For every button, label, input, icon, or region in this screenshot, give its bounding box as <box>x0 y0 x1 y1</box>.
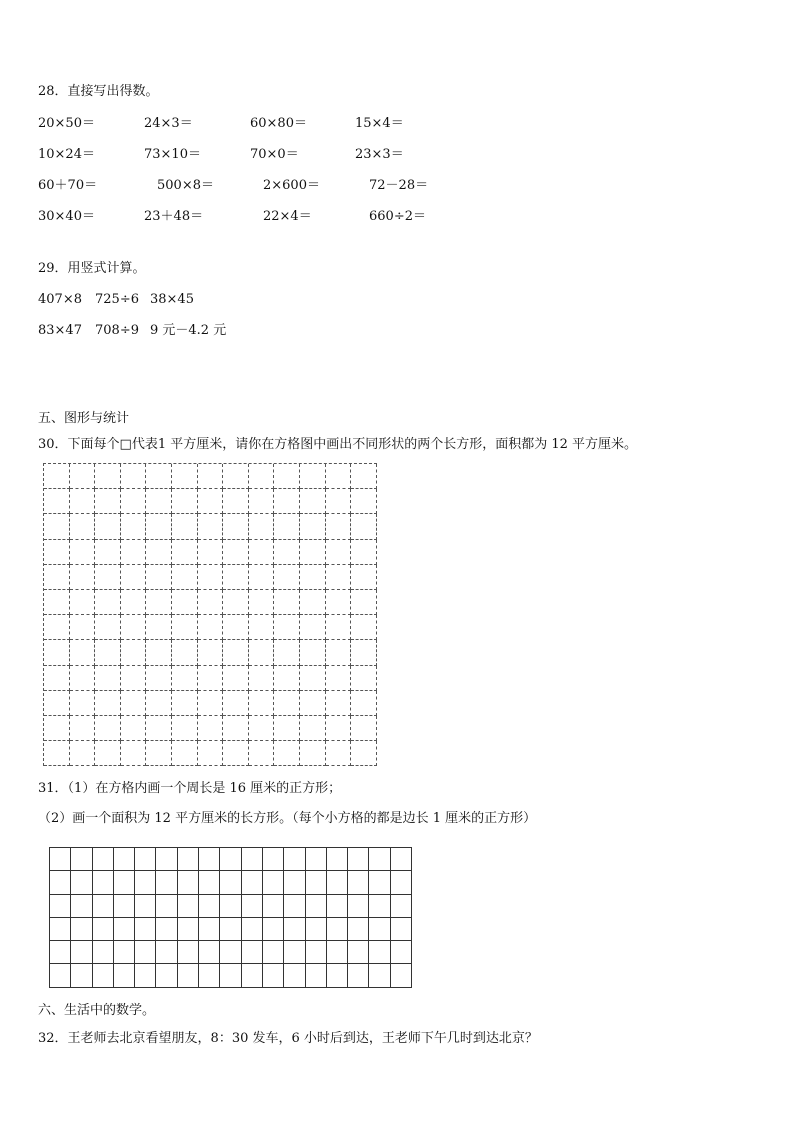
grid-cell[interactable] <box>70 540 96 565</box>
grid-cell[interactable] <box>249 666 275 691</box>
q28-r1-c4: 15×4＝ <box>355 116 404 131</box>
grid-cell[interactable] <box>172 489 198 514</box>
grid-cell[interactable] <box>223 615 249 640</box>
grid-cell[interactable] <box>70 716 96 741</box>
grid-cell[interactable] <box>50 895 71 918</box>
grid-cell[interactable] <box>198 716 224 741</box>
grid-cell[interactable] <box>326 640 352 665</box>
grid-cell[interactable] <box>326 540 352 565</box>
section-6-title: 六、生活中的数学。 <box>38 1003 156 1018</box>
grid-cell[interactable] <box>93 964 114 987</box>
grid-cell[interactable] <box>121 666 147 691</box>
grid-cell[interactable] <box>114 848 135 871</box>
grid-cell[interactable] <box>263 895 284 918</box>
grid-cell[interactable] <box>172 565 198 590</box>
grid-cell[interactable] <box>351 691 377 716</box>
grid-cell[interactable] <box>121 741 147 766</box>
grid-cell[interactable] <box>223 666 249 691</box>
grid-cell[interactable] <box>44 590 70 615</box>
grid-cell[interactable] <box>44 565 70 590</box>
grid-cell[interactable] <box>198 741 224 766</box>
grid-cell[interactable] <box>50 964 71 987</box>
grid-cell[interactable] <box>348 848 369 871</box>
grid-cell[interactable] <box>198 489 224 514</box>
grid-cell[interactable] <box>274 716 300 741</box>
grid-cell[interactable] <box>351 540 377 565</box>
grid-cell[interactable] <box>95 666 121 691</box>
grid-cell[interactable] <box>70 514 96 539</box>
grid-cell[interactable] <box>242 848 263 871</box>
grid-cell[interactable] <box>121 464 147 489</box>
grid-cell[interactable] <box>135 871 156 894</box>
grid-cell[interactable] <box>44 666 70 691</box>
q29-r1-c2: 725÷6 <box>95 292 139 307</box>
grid-cell[interactable] <box>326 615 352 640</box>
q30-title: 30．下面每个□代表1 平方厘米，请你在方格图中画出不同形状的两个长方形，面积都为 12 平方厘米。 <box>38 437 638 452</box>
grid-cell[interactable] <box>70 691 96 716</box>
grid-cell[interactable] <box>95 489 121 514</box>
grid-cell[interactable] <box>348 941 369 964</box>
grid-cell[interactable] <box>95 590 121 615</box>
grid-cell[interactable] <box>95 741 121 766</box>
grid-cell[interactable] <box>156 895 177 918</box>
grid-cell[interactable] <box>178 848 199 871</box>
grid-cell[interactable] <box>223 565 249 590</box>
grid-cell[interactable] <box>223 590 249 615</box>
grid-cell[interactable] <box>93 895 114 918</box>
q28-r3-c3: 2×600＝ <box>263 178 320 193</box>
grid-cell[interactable] <box>71 964 92 987</box>
q28-title: 28．直接写出得数。 <box>38 84 159 99</box>
grid-cell[interactable] <box>146 691 172 716</box>
grid-cell[interactable] <box>93 848 114 871</box>
grid-cell[interactable] <box>351 615 377 640</box>
grid-cell[interactable] <box>44 489 70 514</box>
q28-r3-c1: 60＋70＝ <box>38 178 98 193</box>
grid-cell[interactable] <box>369 895 390 918</box>
grid-cell[interactable] <box>121 565 147 590</box>
grid-cell[interactable] <box>44 716 70 741</box>
grid-cell[interactable] <box>223 640 249 665</box>
grid-cell[interactable] <box>327 941 348 964</box>
q28-r1-c1: 20×50＝ <box>38 116 95 131</box>
grid-cell[interactable] <box>70 615 96 640</box>
grid-cell[interactable] <box>199 941 220 964</box>
grid-cell[interactable] <box>95 540 121 565</box>
grid-cell[interactable] <box>44 514 70 539</box>
grid-cell[interactable] <box>274 464 300 489</box>
grid-cell[interactable] <box>351 565 377 590</box>
grid-cell[interactable] <box>220 941 241 964</box>
grid-cell[interactable] <box>391 964 412 987</box>
grid-cell[interactable] <box>351 464 377 489</box>
grid-cell[interactable] <box>327 848 348 871</box>
grid-cell[interactable] <box>44 615 70 640</box>
grid-cell[interactable] <box>249 565 275 590</box>
grid-cell[interactable] <box>146 716 172 741</box>
grid-cell[interactable] <box>326 489 352 514</box>
grid-cell[interactable] <box>71 871 92 894</box>
grid-cell[interactable] <box>121 540 147 565</box>
grid-cell[interactable] <box>249 741 275 766</box>
grid-cell[interactable] <box>263 964 284 987</box>
grid-cell[interactable] <box>146 540 172 565</box>
grid-cell[interactable] <box>351 716 377 741</box>
grid-cell[interactable] <box>242 895 263 918</box>
grid-cell[interactable] <box>274 741 300 766</box>
grid-cell[interactable] <box>198 590 224 615</box>
grid-cell[interactable] <box>178 941 199 964</box>
grid-cell[interactable] <box>263 918 284 941</box>
grid-cell[interactable] <box>220 871 241 894</box>
grid-cell[interactable] <box>121 640 147 665</box>
grid-cell[interactable] <box>95 615 121 640</box>
grid-cell[interactable] <box>93 918 114 941</box>
grid-cell[interactable] <box>284 964 305 987</box>
grid-cell[interactable] <box>70 590 96 615</box>
q28-r2-c4: 23×3＝ <box>355 147 404 162</box>
grid-cell[interactable] <box>300 666 326 691</box>
grid-cell[interactable] <box>249 590 275 615</box>
grid-cell[interactable] <box>199 964 220 987</box>
q28-r1-c3: 60×80＝ <box>250 116 307 131</box>
grid-cell[interactable] <box>44 741 70 766</box>
grid-cell[interactable] <box>156 871 177 894</box>
q30-dashed-grid[interactable] <box>43 463 377 766</box>
grid-cell[interactable] <box>199 918 220 941</box>
grid-cell[interactable] <box>274 514 300 539</box>
grid-cell[interactable] <box>274 565 300 590</box>
grid-cell[interactable] <box>249 716 275 741</box>
q29-title: 29．用竖式计算。 <box>38 261 146 276</box>
grid-cell[interactable] <box>326 666 352 691</box>
grid-cell[interactable] <box>178 895 199 918</box>
q29-r1-c3: 38×45 <box>150 292 194 307</box>
q28-r1-c2: 24×3＝ <box>144 116 193 131</box>
q28-r4-c2: 23＋48＝ <box>144 209 204 224</box>
grid-cell[interactable] <box>326 691 352 716</box>
grid-cell[interactable] <box>121 514 147 539</box>
grid-cell[interactable] <box>198 464 224 489</box>
grid-cell[interactable] <box>198 691 224 716</box>
grid-cell[interactable] <box>50 941 71 964</box>
grid-cell[interactable] <box>172 615 198 640</box>
grid-cell[interactable] <box>44 640 70 665</box>
grid-cell[interactable] <box>198 666 224 691</box>
grid-cell[interactable] <box>95 565 121 590</box>
q32-title: 32．王老师去北京看望朋友，8：30 发车，6 小时后到达，王老师下午几时到达北京？ <box>38 1031 538 1046</box>
q29-r2-c2: 708÷9 <box>95 323 139 338</box>
grid-cell[interactable] <box>114 895 135 918</box>
grid-cell[interactable] <box>172 691 198 716</box>
grid-cell[interactable] <box>172 514 198 539</box>
grid-cell[interactable] <box>249 464 275 489</box>
grid-cell[interactable] <box>327 918 348 941</box>
grid-cell[interactable] <box>274 540 300 565</box>
grid-cell[interactable] <box>348 964 369 987</box>
grid-cell[interactable] <box>95 514 121 539</box>
q28-r3-c4: 72－28＝ <box>369 178 429 193</box>
grid-cell[interactable] <box>274 691 300 716</box>
grid-cell[interactable] <box>284 848 305 871</box>
grid-cell[interactable] <box>135 895 156 918</box>
grid-cell[interactable] <box>199 848 220 871</box>
grid-cell[interactable] <box>220 918 241 941</box>
grid-cell[interactable] <box>121 691 147 716</box>
grid-cell[interactable] <box>223 489 249 514</box>
grid-cell[interactable] <box>114 964 135 987</box>
grid-cell[interactable] <box>306 918 327 941</box>
grid-cell[interactable] <box>306 941 327 964</box>
q28-r3-c2: 500×8＝ <box>157 178 214 193</box>
grid-cell[interactable] <box>223 741 249 766</box>
grid-cell[interactable] <box>249 540 275 565</box>
grid-cell[interactable] <box>242 918 263 941</box>
grid-cell[interactable] <box>146 615 172 640</box>
grid-cell[interactable] <box>71 918 92 941</box>
grid-cell[interactable] <box>146 640 172 665</box>
grid-cell[interactable] <box>44 691 70 716</box>
grid-cell[interactable] <box>300 489 326 514</box>
q31-line1: 31．（1）在方格内画一个周长是 16 厘米的正方形； <box>38 781 342 796</box>
grid-cell[interactable] <box>50 871 71 894</box>
q31-solid-grid[interactable] <box>49 847 412 988</box>
grid-cell[interactable] <box>263 941 284 964</box>
grid-cell[interactable] <box>300 640 326 665</box>
grid-cell[interactable] <box>93 941 114 964</box>
grid-cell[interactable] <box>327 895 348 918</box>
grid-cell[interactable] <box>114 871 135 894</box>
grid-cell[interactable] <box>300 590 326 615</box>
grid-cell[interactable] <box>242 964 263 987</box>
grid-cell[interactable] <box>351 640 377 665</box>
grid-cell[interactable] <box>391 871 412 894</box>
grid-cell[interactable] <box>156 918 177 941</box>
grid-cell[interactable] <box>70 565 96 590</box>
grid-cell[interactable] <box>172 640 198 665</box>
grid-cell[interactable] <box>284 918 305 941</box>
grid-cell[interactable] <box>284 941 305 964</box>
grid-cell[interactable] <box>306 871 327 894</box>
grid-cell[interactable] <box>300 741 326 766</box>
grid-cell[interactable] <box>326 590 352 615</box>
grid-cell[interactable] <box>369 848 390 871</box>
grid-cell[interactable] <box>156 941 177 964</box>
grid-cell[interactable] <box>300 464 326 489</box>
grid-cell[interactable] <box>300 691 326 716</box>
grid-cell[interactable] <box>135 918 156 941</box>
grid-cell[interactable] <box>220 848 241 871</box>
grid-cell[interactable] <box>114 918 135 941</box>
grid-cell[interactable] <box>95 464 121 489</box>
grid-cell[interactable] <box>198 565 224 590</box>
grid-cell[interactable] <box>249 640 275 665</box>
grid-cell[interactable] <box>391 895 412 918</box>
grid-cell[interactable] <box>198 540 224 565</box>
grid-cell[interactable] <box>249 489 275 514</box>
grid-cell[interactable] <box>263 871 284 894</box>
grid-cell[interactable] <box>348 918 369 941</box>
grid-cell[interactable] <box>351 666 377 691</box>
grid-cell[interactable] <box>172 716 198 741</box>
grid-cell[interactable] <box>274 666 300 691</box>
grid-cell[interactable] <box>198 514 224 539</box>
grid-cell[interactable] <box>284 871 305 894</box>
grid-cell[interactable] <box>70 640 96 665</box>
grid-cell[interactable] <box>369 918 390 941</box>
grid-cell[interactable] <box>242 941 263 964</box>
grid-cell[interactable] <box>178 918 199 941</box>
grid-cell[interactable] <box>300 716 326 741</box>
grid-cell[interactable] <box>369 871 390 894</box>
grid-cell[interactable] <box>172 590 198 615</box>
grid-cell[interactable] <box>351 590 377 615</box>
grid-cell[interactable] <box>44 464 70 489</box>
grid-cell[interactable] <box>146 666 172 691</box>
grid-cell[interactable] <box>274 640 300 665</box>
grid-cell[interactable] <box>391 848 412 871</box>
grid-cell[interactable] <box>121 489 147 514</box>
grid-cell[interactable] <box>274 489 300 514</box>
q31-line2: （2）画一个面积为 12 平方厘米的长方形。（每个小方格的都是边长 1 厘米的正方形） <box>38 811 537 826</box>
grid-cell[interactable] <box>178 964 199 987</box>
q28-r2-c2: 73×10＝ <box>144 147 201 162</box>
grid-cell[interactable] <box>70 464 96 489</box>
grid-cell[interactable] <box>93 871 114 894</box>
grid-cell[interactable] <box>249 514 275 539</box>
grid-cell[interactable] <box>306 848 327 871</box>
grid-cell[interactable] <box>172 741 198 766</box>
grid-cell[interactable] <box>274 590 300 615</box>
grid-cell[interactable] <box>326 741 352 766</box>
grid-cell[interactable] <box>172 464 198 489</box>
grid-cell[interactable] <box>135 848 156 871</box>
grid-cell[interactable] <box>300 514 326 539</box>
grid-cell[interactable] <box>198 640 224 665</box>
grid-cell[interactable] <box>391 941 412 964</box>
q28-r2-c1: 10×24＝ <box>38 147 95 162</box>
grid-cell[interactable] <box>327 964 348 987</box>
grid-cell[interactable] <box>300 615 326 640</box>
grid-cell[interactable] <box>326 716 352 741</box>
grid-cell[interactable] <box>71 941 92 964</box>
grid-cell[interactable] <box>172 666 198 691</box>
grid-cell[interactable] <box>223 464 249 489</box>
grid-cell[interactable] <box>121 590 147 615</box>
grid-cell[interactable] <box>146 565 172 590</box>
grid-cell[interactable] <box>146 590 172 615</box>
q29-r2-c1: 83×47 <box>38 323 82 338</box>
grid-cell[interactable] <box>348 895 369 918</box>
grid-cell[interactable] <box>146 741 172 766</box>
q29-r2-c3: 9 元－4.2 元 <box>150 323 227 338</box>
q28-r4-c1: 30×40＝ <box>38 209 95 224</box>
grid-cell[interactable] <box>263 848 284 871</box>
q28-r2-c3: 70×0＝ <box>250 147 299 162</box>
grid-cell[interactable] <box>249 691 275 716</box>
grid-cell[interactable] <box>306 964 327 987</box>
grid-cell[interactable] <box>71 848 92 871</box>
grid-cell[interactable] <box>71 895 92 918</box>
grid-cell[interactable] <box>327 871 348 894</box>
grid-cell[interactable] <box>300 540 326 565</box>
grid-cell[interactable] <box>135 964 156 987</box>
grid-cell[interactable] <box>172 540 198 565</box>
grid-cell[interactable] <box>220 895 241 918</box>
grid-cell[interactable] <box>156 964 177 987</box>
grid-cell[interactable] <box>95 640 121 665</box>
grid-cell[interactable] <box>223 691 249 716</box>
grid-cell[interactable] <box>70 489 96 514</box>
grid-cell[interactable] <box>284 895 305 918</box>
grid-cell[interactable] <box>369 941 390 964</box>
grid-cell[interactable] <box>199 895 220 918</box>
grid-cell[interactable] <box>348 871 369 894</box>
grid-cell[interactable] <box>121 716 147 741</box>
grid-cell[interactable] <box>242 871 263 894</box>
grid-cell[interactable] <box>326 464 352 489</box>
grid-cell[interactable] <box>391 918 412 941</box>
grid-cell[interactable] <box>351 489 377 514</box>
grid-cell[interactable] <box>249 615 275 640</box>
grid-cell[interactable] <box>223 716 249 741</box>
grid-cell[interactable] <box>326 514 352 539</box>
grid-cell[interactable] <box>369 964 390 987</box>
q28-r4-c4: 660÷2＝ <box>369 209 426 224</box>
grid-cell[interactable] <box>223 540 249 565</box>
grid-cell[interactable] <box>70 666 96 691</box>
grid-cell[interactable] <box>146 489 172 514</box>
q29-r1-c1: 407×8 <box>38 292 82 307</box>
grid-cell[interactable] <box>274 615 300 640</box>
grid-cell[interactable] <box>146 514 172 539</box>
grid-cell[interactable] <box>70 741 96 766</box>
grid-cell[interactable] <box>306 895 327 918</box>
grid-cell[interactable] <box>223 514 249 539</box>
grid-cell[interactable] <box>121 615 147 640</box>
grid-cell[interactable] <box>135 941 156 964</box>
section-5-title: 五、图形与统计 <box>38 411 130 426</box>
grid-cell[interactable] <box>178 871 199 894</box>
grid-cell[interactable] <box>198 615 224 640</box>
grid-cell[interactable] <box>220 964 241 987</box>
grid-cell[interactable] <box>44 540 70 565</box>
grid-cell[interactable] <box>95 691 121 716</box>
grid-cell[interactable] <box>50 848 71 871</box>
grid-cell[interactable] <box>114 941 135 964</box>
q28-r4-c3: 22×4＝ <box>263 209 312 224</box>
grid-cell[interactable] <box>351 514 377 539</box>
grid-cell[interactable] <box>156 848 177 871</box>
grid-cell[interactable] <box>146 464 172 489</box>
grid-cell[interactable] <box>199 871 220 894</box>
grid-cell[interactable] <box>95 716 121 741</box>
grid-cell[interactable] <box>326 565 352 590</box>
grid-cell[interactable] <box>351 741 377 766</box>
grid-cell[interactable] <box>300 565 326 590</box>
grid-cell[interactable] <box>50 918 71 941</box>
